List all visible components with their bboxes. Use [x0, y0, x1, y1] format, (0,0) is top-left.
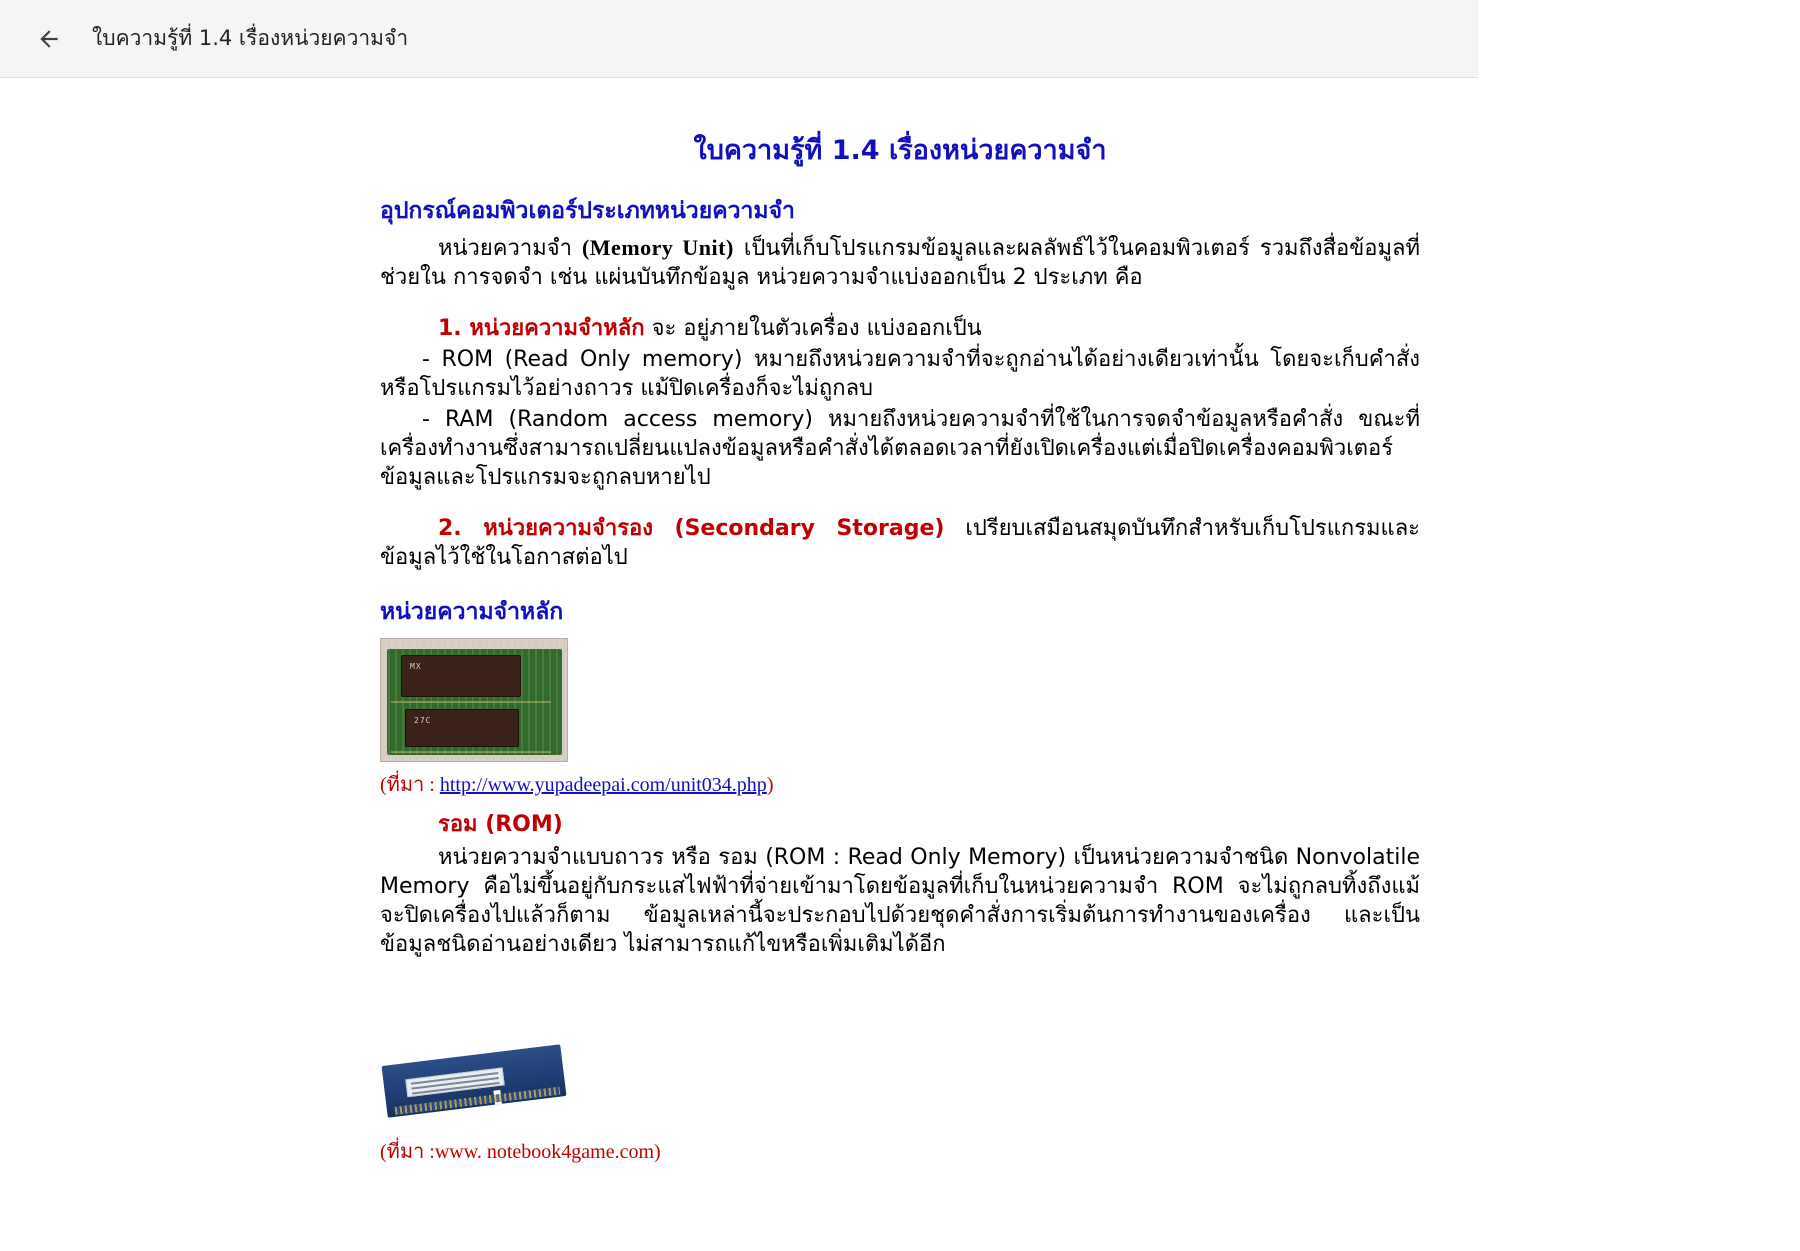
- sodimm-ram-photo: [380, 1033, 568, 1129]
- paragraph-secondary-storage: [380, 514, 1420, 572]
- memory-unit-description: เป็นที่เก็บโปรแกรมข้อมูลและผลลัพธ์ไว้ในคอมพิวเตอร์ รวมถึงสื่อข้อมูลที่ช่วยใน การจดจำ เช่น แผ่นบันทึกข้อมูล หน่วยความจำแบ่งออกเป็น 2 ประเภท คือ: [380, 236, 1420, 291]
- spacer: [380, 294, 1420, 314]
- subheading-rom: รอม (ROM): [438, 812, 563, 838]
- figure-sodimm: [380, 1033, 1420, 1167]
- document-page: [380, 78, 1420, 1167]
- app-bar-title: ใบความรู้ที่ 1.4 เรื่องหน่วยความจำ: [92, 26, 409, 50]
- memory-unit-label-en: (Memory Unit): [581, 235, 734, 260]
- list-item-2-label: 2. หน่วยความจำรอง (Secondary Storage): [438, 516, 945, 542]
- paragraph-ram: - RAM (Random access memory) หมายถึงหน่วยความจำที่ใช้ในการจดจำข้อมูลหรือคำสั่ง ขณะที่เครื่องทำงานซึ่งสามารถเปลี่ยนแปลงข้อมูลหรือคำสั่งได้ตลอดเวลาที่ยังเปิดเครื่องแต่เมื่อปิดเครื่องคอมพิวเตอร์ ข้อมูลและโปรแกรมจะถูกลบหายไป: [380, 407, 1420, 491]
- list-item-1-text: จะ อยู่ภายในตัวเครื่อง แบ่งออกเป็น: [651, 316, 982, 342]
- paragraph-memory-unit: [380, 233, 1420, 292]
- page-right-gutter: [1478, 0, 1800, 1251]
- paragraph-primary-memory: [380, 314, 1420, 343]
- spacer: [380, 494, 1420, 514]
- paragraph-rom-detail: หน่วยความจำแบบถาวร หรือ รอม (ROM : Read Only Memory) เป็นหน่วยความจำชนิด Nonvolatile Memory คือไม่ขึ้นอยู่กับกระแสไฟฟ้าที่จ่ายเข้ามาโดยข้อมูลที่เก็บในหน่วยความจำ ROM จะไม่ถูกลบทิ้งถึงแม้จะปิดเครื่องไปแล้วก็ตาม ข้อมูลเหล่านี้จะประกอบไปด้วยชุดคำสั่งการเริ่มต้นการทำงานของเครื่อง และเป็นข้อมูลชนิดอ่านอย่างเดียว ไม่สามารถแก้ไขหรือเพิ่มเติมได้อีก: [380, 845, 1420, 958]
- caption-suffix: ): [766, 774, 774, 797]
- figure-sodimm-caption: [380, 1135, 1420, 1167]
- caption-text: (ที่มา :www. notebook4game.com): [380, 1141, 661, 1164]
- document-title: ใบความรู้ที่ 1.4 เรื่องหน่วยความจำ: [693, 135, 1107, 166]
- source-link-yupadeepai[interactable]: http://www.yupadeepai.com/unit034.php: [439, 774, 767, 797]
- spacer: [380, 961, 1420, 1025]
- back-button[interactable]: [26, 16, 72, 62]
- figure-memory-module: [380, 638, 1420, 800]
- memory-module-photo: MX 27C: [380, 638, 568, 762]
- arrow-left-icon: [36, 26, 62, 52]
- app-bar: [0, 0, 1478, 78]
- caption-prefix: (ที่มา :: [380, 774, 440, 797]
- memory-unit-label-th: หน่วยความจำ: [438, 236, 572, 261]
- list-item-2-text: เปรียบเสมือนสมุดบันทึกสำหรับเก็บโปรแกรมและข้อมูลไว้ใช้ในโอกาสต่อไป: [380, 516, 1420, 571]
- section-heading-primary-memory: หน่วยความจำหลัก: [380, 599, 564, 626]
- paragraph-rom: - ROM (Read Only memory) หมายถึงหน่วยความจำที่จะถูกอ่านได้อย่างเดียวเท่านั้น โดยจะเก็บคำสั่งหรือโปรแกรมไว้อย่างถาวร แม้ปิดเครื่องก็จะไม่ถูกลบ: [380, 347, 1420, 402]
- section-heading-memory-devices: อุปกรณ์คอมพิวเตอร์ประเภทหน่วยความจำ: [380, 198, 795, 224]
- spacer: [380, 574, 1420, 594]
- figure-memory-module-caption: [380, 768, 1420, 800]
- list-item-1-label: 1. หน่วยความจำหลัก: [438, 316, 645, 342]
